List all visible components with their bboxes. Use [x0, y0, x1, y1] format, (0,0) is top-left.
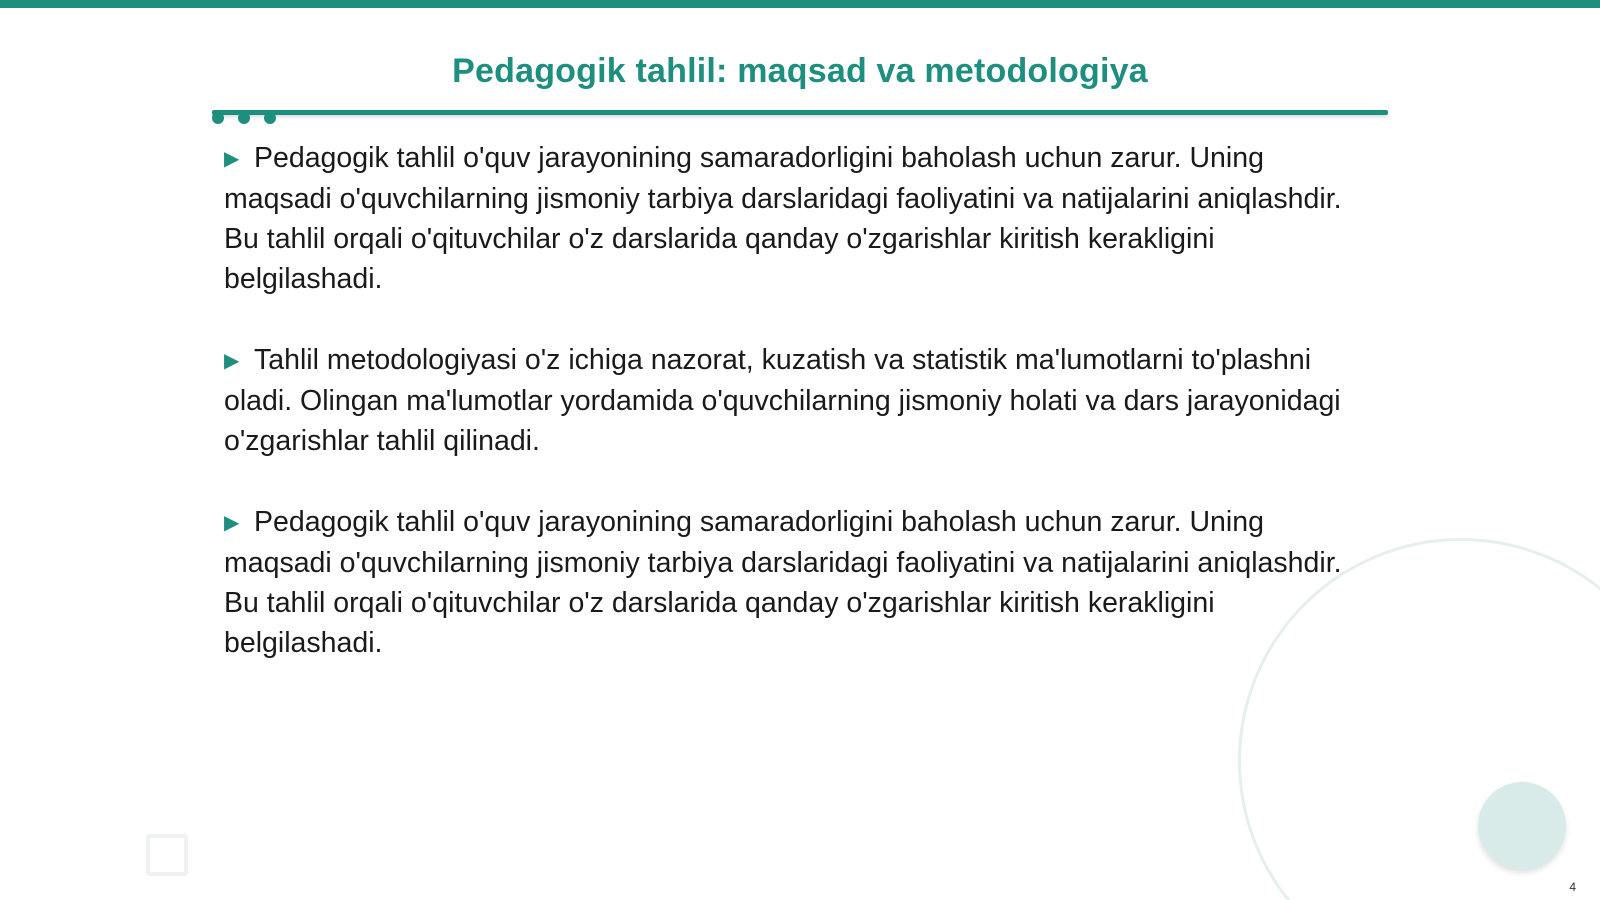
decorative-square [146, 834, 188, 876]
top-accent-bar [0, 0, 1600, 8]
list-item [224, 138, 1344, 299]
decorative-circle [1478, 782, 1566, 870]
triangle-right-icon: ▶ [224, 512, 240, 534]
list-item [224, 340, 1344, 461]
paragraph-text: Pedagogik tahlil o'quv jarayonining samaradorligini baholash uchun zarur. Uning maqsadi o'quvchilarning jismoniy tarbiya darslaridagi faoliyatini va natijalarini aniqlashdir. Bu tahlil orqali o'qituvchilar o'z darslarida qanday o'zgarishlar kiritish kerakligini belgilashadi. [224, 142, 1342, 295]
decorative-dot-icon [238, 112, 250, 124]
bullet-list [224, 138, 1344, 704]
triangle-right-icon: ▶ [224, 350, 240, 372]
title-underline [212, 110, 1388, 115]
paragraph-text: Pedagogik tahlil o'quv jarayonining samaradorligini baholash uchun zarur. Uning maqsadi o'quvchilarning jismoniy tarbiya darslaridagi faoliyatini va natijalarini aniqlashdir. Bu tahlil orqali o'qituvchilar o'z darslarida qanday o'zgarishlar kiritish kerakligini belgilashadi. [224, 506, 1342, 659]
list-item [224, 502, 1344, 663]
page-number: 4 [1569, 880, 1576, 894]
slide-title: Pedagogik tahlil: maqsad va metodologiya [452, 52, 1148, 90]
decorative-dot-icon [264, 112, 276, 124]
triangle-right-icon: ▶ [224, 148, 240, 170]
paragraph-text: Tahlil metodologiyasi o'z ichiga nazorat, kuzatish va statistik ma'lumotlarni to'plashni oladi. Olingan ma'lumotlar yordamida o'quvchilarning jismoniy holati va dars jarayonidagi o'zgarishlar tahlil qilinadi. [224, 344, 1341, 457]
decorative-dot-icon [212, 112, 224, 124]
